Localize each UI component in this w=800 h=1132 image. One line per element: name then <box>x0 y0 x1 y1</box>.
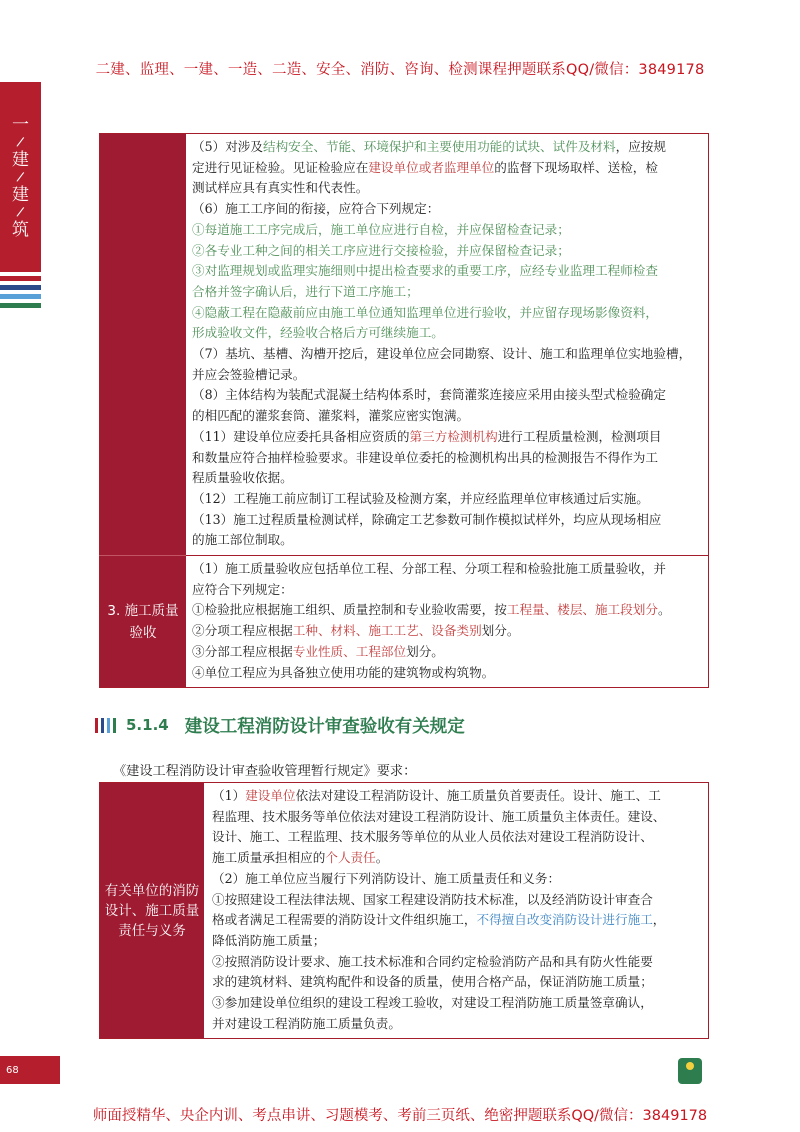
text-segment: 进行工程质量检测，检测项目 <box>497 428 662 444</box>
text-segment: 降低消防施工质量； <box>212 932 326 948</box>
side-color-stripes <box>0 276 41 312</box>
heading-bars-icon <box>95 718 116 733</box>
text-segment: ③参加建设单位组织的建设工程竣工验收，对建设工程消防施工质量签章确认， <box>212 995 653 1011</box>
text-line <box>212 972 702 993</box>
row-content <box>186 134 709 556</box>
text-segment: （5）对涉及 <box>192 139 263 154</box>
highlighted-text: 第三方检测机构 <box>409 428 498 444</box>
text-segment: 的监督下现场取样、送检，检 <box>494 159 658 175</box>
tab-char: 建 <box>12 149 29 170</box>
chapter-side-tab <box>0 82 41 272</box>
text-segment: 并对建设工程消防施工质量负责。 <box>212 1015 401 1031</box>
row-label-line: 设计、施工质量 <box>104 902 200 919</box>
text-line <box>212 910 702 931</box>
highlighted-text: 结构安全、节能、环境保护和主要使用功能的试块、试件及材料 <box>262 139 616 154</box>
row-label-line: 3. 施工质量 <box>107 602 179 619</box>
text-segment: （13）施工过程质量检测试样，除确定工艺参数可制作模拟试样外，均应从现场相应 <box>192 511 662 527</box>
row-label-line: 有关单位的消防 <box>104 882 200 899</box>
text-line <box>192 663 702 684</box>
text-line <box>192 303 702 324</box>
text-segment: 程质量验收依据。 <box>192 470 293 486</box>
text-line <box>212 786 702 807</box>
text-segment: 施工质量承担相应的 <box>212 850 326 866</box>
text-segment: 并应会签验槽记录。 <box>192 366 306 382</box>
text-line <box>192 158 702 179</box>
text-line <box>192 385 702 406</box>
highlighted-text: 形成验收文件，经验收合格后方可继续施工。 <box>192 325 444 341</box>
tab-separator: / <box>15 204 26 220</box>
fire-safety-duties-table <box>99 782 709 1039</box>
highlighted-text: 个人责任 <box>325 850 376 866</box>
highlighted-text: 合格并签字确认后，进行下道工序施工； <box>192 283 419 299</box>
table-row <box>100 134 709 556</box>
text-segment: ， <box>652 912 666 928</box>
highlighted-text: 不得擅自改变消防设计进行施工 <box>476 912 653 928</box>
text-line <box>192 199 702 220</box>
text-segment: 程监理、技术服务等单位依法对建设工程消防设计、施工质量负主体责任。建设、 <box>212 808 666 824</box>
text-line <box>212 1014 702 1035</box>
text-segment: 设计、施工、工程监理、技术服务等单位的从业人员依法对建设工程消防设计、 <box>212 829 653 845</box>
highlighted-text: 工种、材料、施工工艺、设备类别 <box>292 623 482 639</box>
text-segment: ①按照建设工程法律法规、国家工程建设消防技术标准，以及经消防设计审查合 <box>212 891 653 907</box>
text-segment: （1） <box>212 788 246 803</box>
text-line <box>192 178 702 199</box>
highlighted-text: ③对监理规划或监理实施细则中提出检查要求的重要工序，应经专业监理工程师检查 <box>192 263 658 279</box>
tab-char: 筑 <box>12 219 29 240</box>
text-segment: （11）建设单位应委托具备相应资质的 <box>192 428 410 444</box>
highlighted-text: 建设单位 <box>245 788 296 803</box>
text-segment: 。 <box>657 602 671 618</box>
highlighted-text: ①每道施工工序完成后，施工单位应进行自检，并应保留检查记录； <box>192 221 570 237</box>
text-segment: 划分。 <box>406 643 444 659</box>
text-segment: （6）施工工序间的衔接，应符合下列规定： <box>192 201 440 217</box>
row-label <box>100 783 205 1039</box>
text-segment: （7）基坑、基槽、沟槽开挖后，建设单位应会同勘察、设计、施工和监理单位实地验槽， <box>192 346 692 362</box>
text-line <box>192 621 702 642</box>
text-line <box>192 406 702 427</box>
text-segment: 划分。 <box>481 623 520 639</box>
text-segment: 的相匹配的灌浆套筒、灌浆料，灌浆应密实饱满。 <box>192 408 470 424</box>
text-segment: 的施工部位制取。 <box>192 532 293 548</box>
text-segment: 测试样应具有真实性和代表性。 <box>192 180 369 196</box>
text-segment: 求的建筑材料、建筑构配件和设备的质量，使用合格产品，保证消防施工质量； <box>212 974 653 990</box>
text-line <box>192 261 702 282</box>
text-line <box>192 137 702 158</box>
text-segment: ，应按规 <box>615 139 666 154</box>
text-line <box>212 848 702 869</box>
text-segment: （12）工程施工前应制订工程试验及检测方案，并应经监理单位审核通过后实施。 <box>192 490 649 506</box>
stripe-green <box>0 303 41 308</box>
text-line <box>192 427 702 448</box>
text-line <box>192 344 702 365</box>
tab-char: 建 <box>12 184 29 205</box>
highlighted-text: 专业性质、工程部位 <box>292 643 407 659</box>
bottom-contact-banner: 师面授精华、央企内训、考点串讲、习题模考、考前三页纸、绝密押题联系QQ/微信：3849178 <box>92 1108 708 1124</box>
stripe-light-blue <box>0 294 41 299</box>
section-number: 5.1.4 <box>126 716 169 734</box>
text-segment: （2）施工单位应当履行下列消防设计、施工质量责任和义务： <box>212 870 561 886</box>
text-segment: 。 <box>375 850 389 866</box>
text-segment: 应符合下列规定： <box>192 581 293 597</box>
text-line <box>192 530 702 551</box>
text-line <box>212 993 702 1014</box>
quality-requirements-table <box>99 133 709 688</box>
row-label-line: 责任与义务 <box>118 922 186 939</box>
highlighted-text: 建设单位或者监理单位 <box>368 159 495 175</box>
text-segment: （8）主体结构为装配式混凝土结构体系时，套筒灌浆连接应采用由接头型式检验确定 <box>192 387 666 403</box>
text-segment: ③分部工程应根据 <box>192 643 293 659</box>
table-row <box>100 783 709 1039</box>
section-title: 建设工程消防设计审查验收有关规定 <box>184 716 465 737</box>
text-segment: 和数量应符合抽样检验要求。非建设单位委托的检测机构出具的检测报告不得作为工 <box>192 449 658 465</box>
text-line <box>192 220 702 241</box>
text-line <box>192 510 702 531</box>
row-content <box>186 556 709 688</box>
text-line <box>192 489 702 510</box>
text-line <box>192 600 702 621</box>
text-line <box>212 931 702 952</box>
text-line <box>212 827 702 848</box>
text-line <box>192 282 702 303</box>
text-segment: 格或者满足工程需要的消防设计文件组织施工， <box>212 912 477 928</box>
row-label-line: 验收 <box>129 624 157 641</box>
text-line <box>212 952 702 973</box>
highlighted-text: ②各专业工种之间的相关工序应进行交接检验，并应保留检查记录； <box>192 242 570 258</box>
publisher-logo-icon <box>678 1058 702 1084</box>
table-row <box>100 556 709 688</box>
text-segment: 依法对建设工程消防设计、施工质量负首要责任。设计、施工、工 <box>295 788 661 803</box>
text-segment: 定进行见证检验。见证检验应在 <box>192 159 369 175</box>
text-segment: （1）施工质量验收应包括单位工程、分部工程、分项工程和检验批施工质量验收，并 <box>192 561 666 577</box>
page-number: 68 <box>0 1056 60 1084</box>
text-line <box>192 580 702 601</box>
text-line <box>212 807 702 828</box>
tab-char: 一 <box>12 114 29 135</box>
text-line <box>192 448 702 469</box>
text-segment: ②分项工程应根据 <box>192 623 293 639</box>
text-segment: ④单位工程应为具备独立使用功能的建筑物或构筑物。 <box>192 664 495 680</box>
text-line <box>212 890 702 911</box>
text-segment: ②按照消防设计要求、施工技术标准和合同约定检验消防产品和具有防火性能要 <box>212 953 653 969</box>
text-line <box>192 642 702 663</box>
row-label-empty <box>100 134 187 556</box>
text-line <box>192 468 702 489</box>
row-label <box>100 556 187 688</box>
highlighted-text: 工程量、楼层、施工段划分 <box>506 602 658 618</box>
text-line <box>192 323 702 344</box>
text-line <box>192 241 702 262</box>
tab-separator: / <box>15 169 26 185</box>
row-content <box>204 783 709 1039</box>
text-line <box>192 559 702 580</box>
text-line <box>192 365 702 386</box>
text-line <box>212 869 702 890</box>
stripe-red <box>0 276 41 281</box>
text-segment: ①检验批应根据施工组织、质量控制和专业验收需要，按 <box>192 602 507 618</box>
stripe-blue <box>0 285 41 290</box>
section-intro: 《建设工程消防设计审查验收管理暂行规定》要求： <box>113 764 417 779</box>
section-heading <box>95 712 465 738</box>
highlighted-text: ④隐蔽工程在隐蔽前应由施工单位通知监理单位进行验收，并应留存现场影像资料， <box>192 304 658 320</box>
top-contact-banner: 二建、监理、一建、一造、二造、安全、消防、咨询、检测课程押题联系QQ/微信：3849178 <box>95 62 705 78</box>
tab-separator: / <box>15 134 26 150</box>
